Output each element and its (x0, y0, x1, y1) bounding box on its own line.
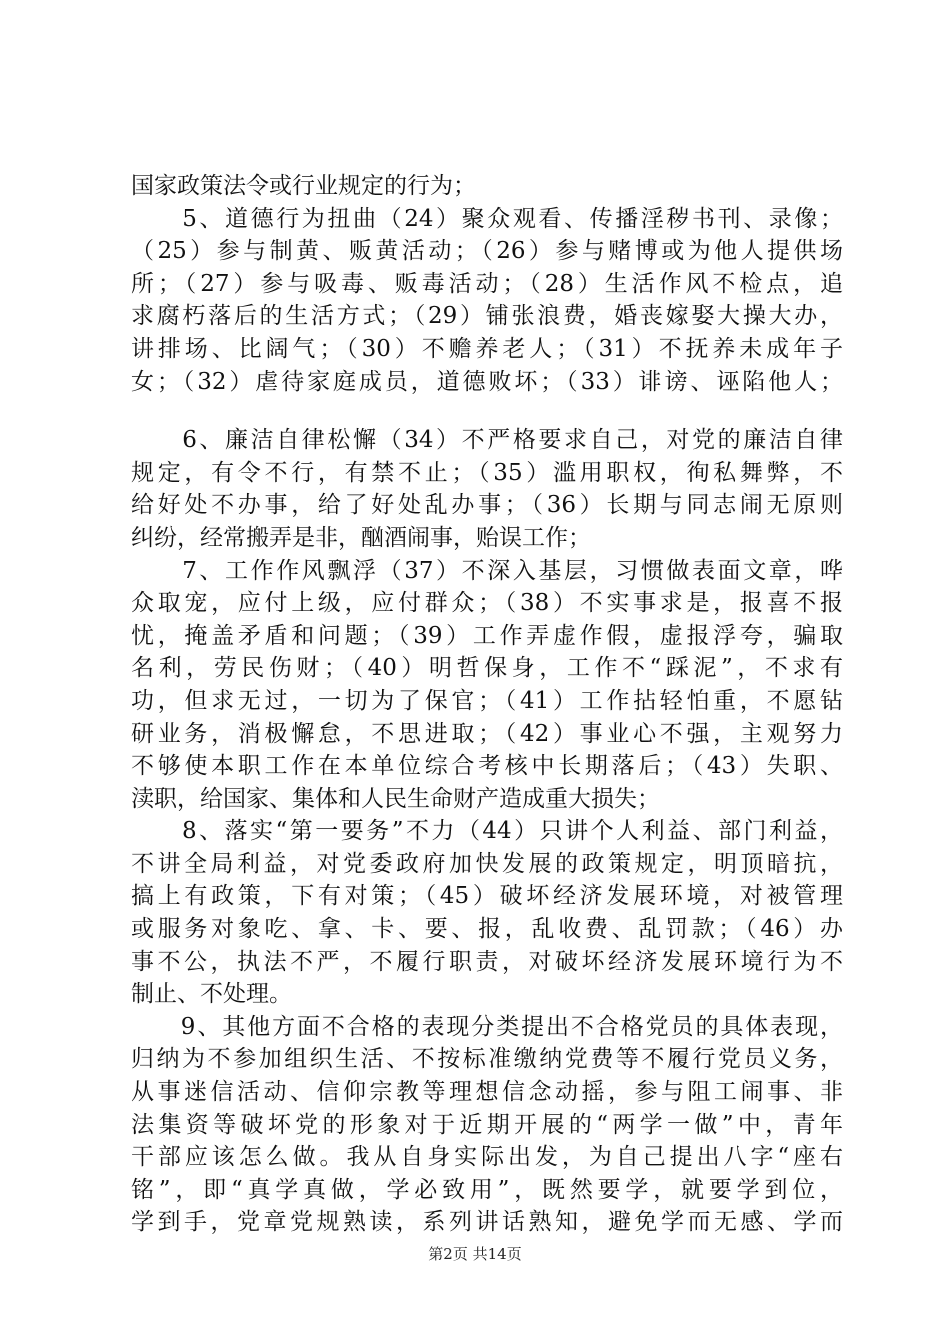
text-line: 求腐朽落后的生活方式；（29）铺张浪费，婚丧嫁娶大操大办， (131, 303, 843, 330)
text-line: 研业务，消极懈怠，不思进取；（42）事业心不强，主观努力 (131, 720, 843, 747)
text-line: 所；（27）参与吸毒、贩毒活动；（28）生活作风不检点，追 (131, 270, 843, 297)
text-line: 功，但求无过，一切为了保官；（41）工作拈轻怕重，不愿钻 (131, 687, 843, 714)
text-line: 纠纷，经常搬弄是非，酗酒闹事，贻误工作； (131, 524, 591, 551)
text-line: 6、廉洁自律松懈（34）不严格要求自己，对党的廉洁自律 (131, 427, 843, 454)
text-line: 法集资等破坏党的形象对于近期开展的“两学一做”中，青年 (131, 1111, 843, 1138)
text-line: 不够使本职工作在本单位综合考核中长期落后；（43）失职、 (131, 753, 843, 780)
text-line: （25）参与制黄、贩黄活动；（26）参与赌博或为他人提供场 (131, 238, 843, 265)
text-line: 归纳为不参加组织生活、不按标准缴纳党费等不履行党员义务， (131, 1046, 843, 1073)
text-line: 忧，掩盖矛盾和问题；（39）工作弄虚作假，虚报浮夸，骗取 (131, 622, 843, 649)
text-line: 不讲全局利益，对党委政府加快发展的政策规定，明顶暗抗， (131, 850, 843, 877)
body-text (131, 170, 843, 1239)
text-line: 学到手，党章党规熟读，系列讲话熟知，避免学而无感、学而 (131, 1209, 843, 1236)
text-line: 讲排场、比阔气；（30）不赡养老人；（31）不抚养未成年子 (131, 335, 843, 362)
text-line: 国家政策法令或行业规定的行为； (131, 173, 476, 199)
text-line: 从事迷信活动、信仰宗教等理想信念动摇，参与阻工闹事、非 (131, 1079, 843, 1106)
text-line: 5、道德行为扭曲（24）聚众观看、传播淫秽书刊、录像； (131, 205, 843, 232)
page-footer: 第2页 共14页 (428, 1245, 522, 1263)
text-line: 女；（32）虐待家庭成员，道德败坏；（33）诽谤、诬陷他人； (131, 368, 843, 395)
text-line: 7、工作作风飘浮（37）不深入基层，习惯做表面文章，哗 (131, 557, 843, 584)
text-line: 名利，劳民伤财；（40）明哲保身，工作不“踩泥”，不求有 (131, 655, 843, 682)
text-line: 搞上有政策，下有对策；（45）破坏经济发展环境，对被管理 (131, 883, 843, 910)
text-line: 9、其他方面不合格的表现分类提出不合格党员的具体表现， (131, 1013, 843, 1040)
paragraph-gap (131, 398, 843, 424)
text-line: 制止、不处理。 (131, 981, 292, 1008)
text-line: 干部应该怎么做。我从自身实际出发，为自己提出八字“座右 (131, 1144, 843, 1171)
text-line: 渎职，给国家、集体和人民生命财产造成重大损失； (131, 785, 660, 812)
text-line: 8、落实“第一要务”不力（44）只讲个人利益、部门利益， (131, 818, 843, 845)
text-line: 众取宠，应付上级，应付群众；（38）不实事求是，报喜不报 (131, 590, 843, 617)
text-line: 事不公，执法不严，不履行职责，对破坏经济发展环境行为不 (131, 948, 843, 975)
text-line: 或服务对象吃、拿、卡、要、报，乱收费、乱罚款；（46）办 (131, 916, 843, 943)
text-line: 给好处不办事，给了好处乱办事；（36）长期与同志闹无原则 (131, 492, 843, 519)
text-line: 规定，有令不行，有禁不止；（35）滥用职权，徇私舞弊，不 (131, 459, 843, 486)
text-line: 铭”，即“真学真做，学必致用”，既然要学，就要学到位， (131, 1176, 843, 1203)
